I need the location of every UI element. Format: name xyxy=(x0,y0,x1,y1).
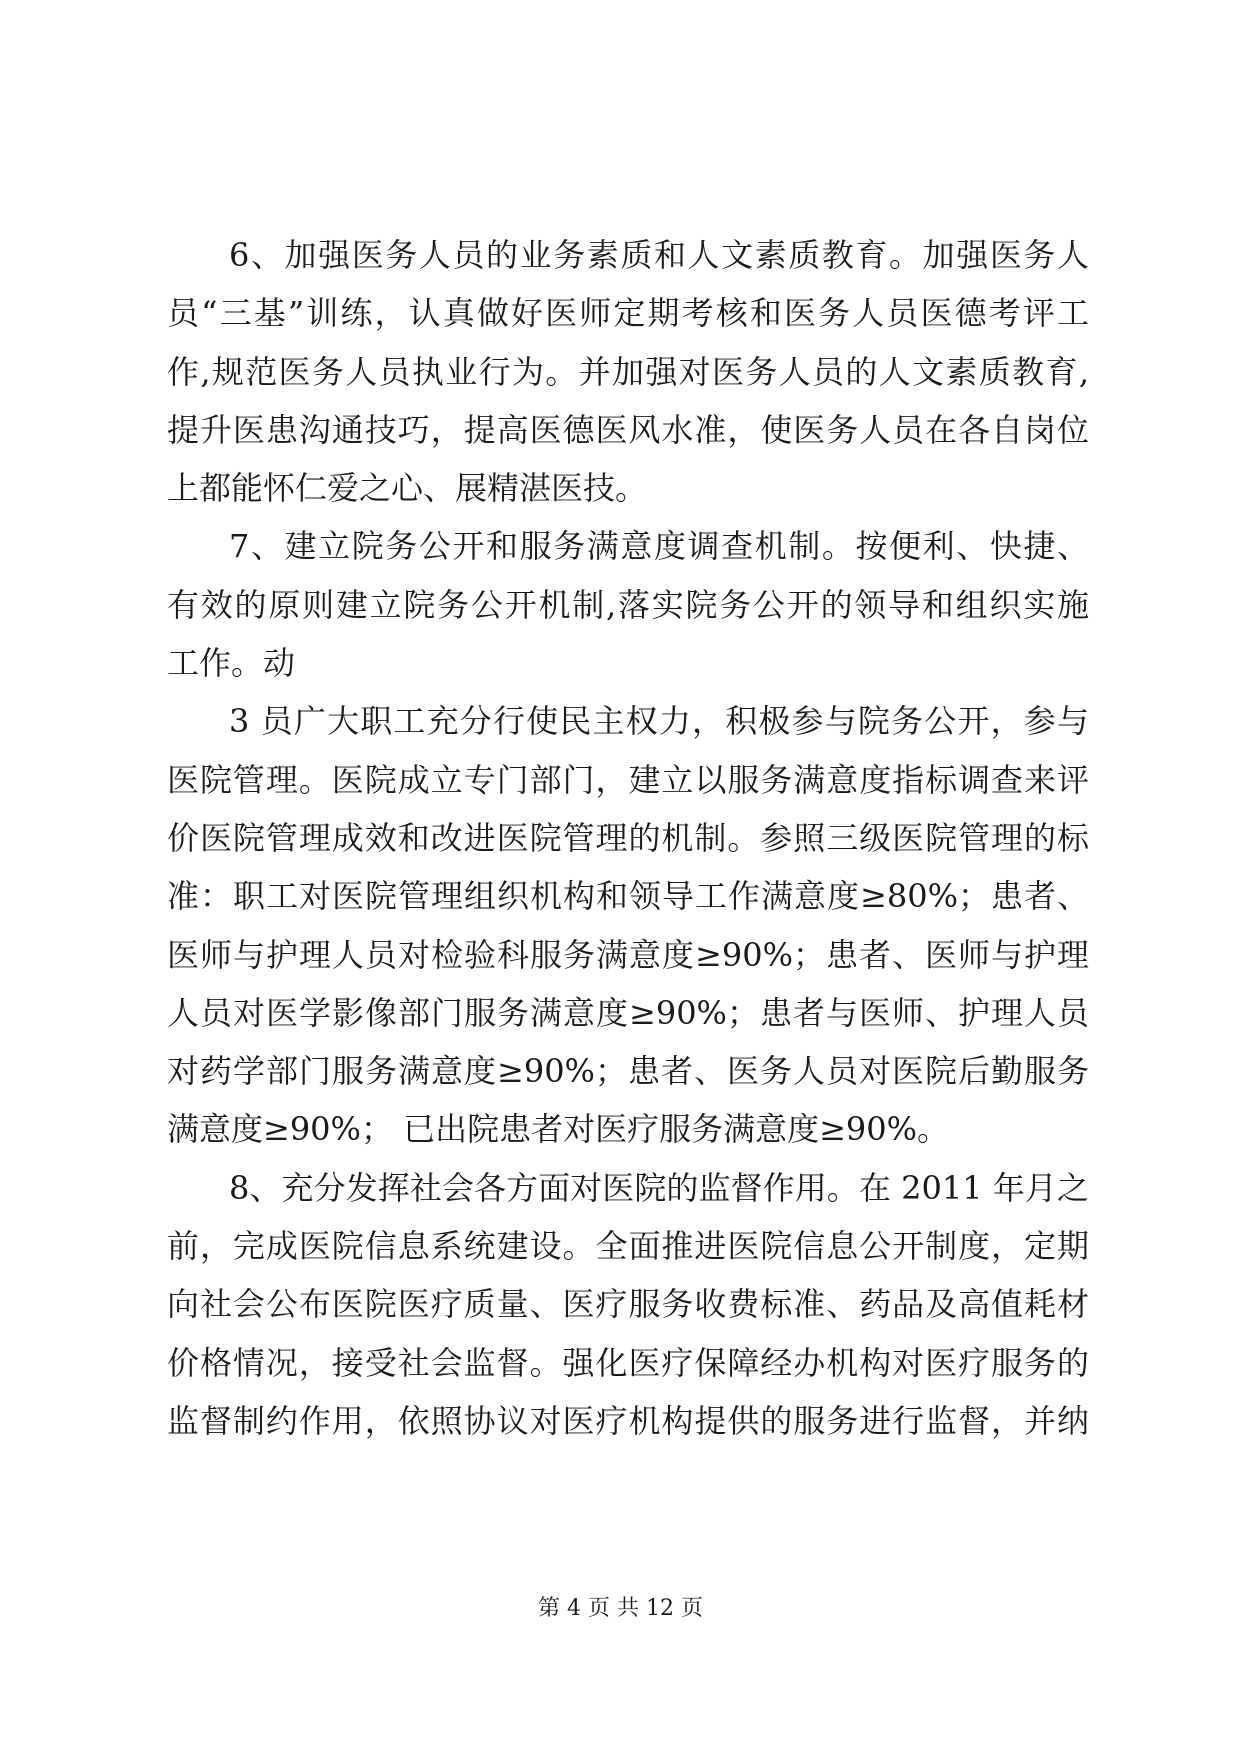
paragraph-1-line-4: 提升医患沟通技巧，提高医德医风水准，使医务人员在各自岗位 xyxy=(167,410,1089,449)
page-number-label: 第 4 页 共 12 页 xyxy=(538,1596,703,1621)
paragraph-2-line-2: 有效的原则建立院务公开机制,落实院务公开的领导和组织实施 xyxy=(167,585,1089,624)
paragraph-4-line-3: 向社会公布医院医疗质量、医疗服务收费标准、药品及高值耗材 xyxy=(167,1285,1089,1324)
paragraph-3-line-2: 医院管理。医院成立专门部门，建立以服务满意度指标调查来评 xyxy=(167,760,1089,799)
paragraph-1-line-5: 上都能怀仁爱之心、展精湛医技。 xyxy=(167,469,648,508)
paragraph-4-line-5: 监督制约作用，依照协议对医疗机构提供的服务进行监督，并纳 xyxy=(167,1401,1089,1440)
paragraph-4-line-2: 前，完成医院信息系统建设。全面推进医院信息公开制度，定期 xyxy=(167,1227,1089,1266)
page-footer xyxy=(0,1594,1241,1624)
paragraph-1-line-3: 作,规范医务人员执业行为。并加强对医务人员的人文素质教育, xyxy=(167,352,1089,391)
paragraph-2-line-1: 7、建立院务公开和服务满意度调查机制。按便利、快捷、 xyxy=(229,527,1089,566)
paragraph-3-line-1: 3 员广大职工充分行使民主权力，积极参与院务公开，参与 xyxy=(229,702,1089,741)
paragraph-4-line-4: 价格情况，接受社会监督。强化医疗保障经办机构对医疗服务的 xyxy=(167,1343,1089,1382)
document-body xyxy=(167,226,1089,1450)
paragraph-3-line-6: 人员对医学影像部门服务满意度≥90%；患者与医师、护理人员 xyxy=(167,993,1089,1032)
paragraph-3-line-5: 医师与护理人员对检验科服务满意度≥90%；患者、医师与护理 xyxy=(167,935,1089,974)
paragraph-1-line-2: 员“三基”训练，认真做好医师定期考核和医务人员医德考评工 xyxy=(167,294,1089,333)
paragraph-3-line-8: 满意度≥90%； 已出院患者对医疗服务满意度≥90%。 xyxy=(167,1110,950,1149)
paragraph-3-line-7: 对药学部门服务满意度≥90%；患者、医务人员对医院后勤服务 xyxy=(167,1052,1089,1091)
paragraph-3-line-3: 价医院管理成效和改进医院管理的机制。参照三级医院管理的标 xyxy=(167,818,1089,857)
paragraph-3-line-4: 准：职工对医院管理组织机构和领导工作满意度≥80%；患者、 xyxy=(167,877,1089,916)
paragraph-1-line-1: 6、加强医务人员的业务素质和人文素质教育。加强医务人 xyxy=(229,236,1089,274)
paragraph-4-line-1: 8、充分发挥社会各方面对医院的监督作用。在 2011 年月之 xyxy=(229,1168,1089,1207)
paragraph-2-line-3: 工作。动 xyxy=(167,644,296,683)
